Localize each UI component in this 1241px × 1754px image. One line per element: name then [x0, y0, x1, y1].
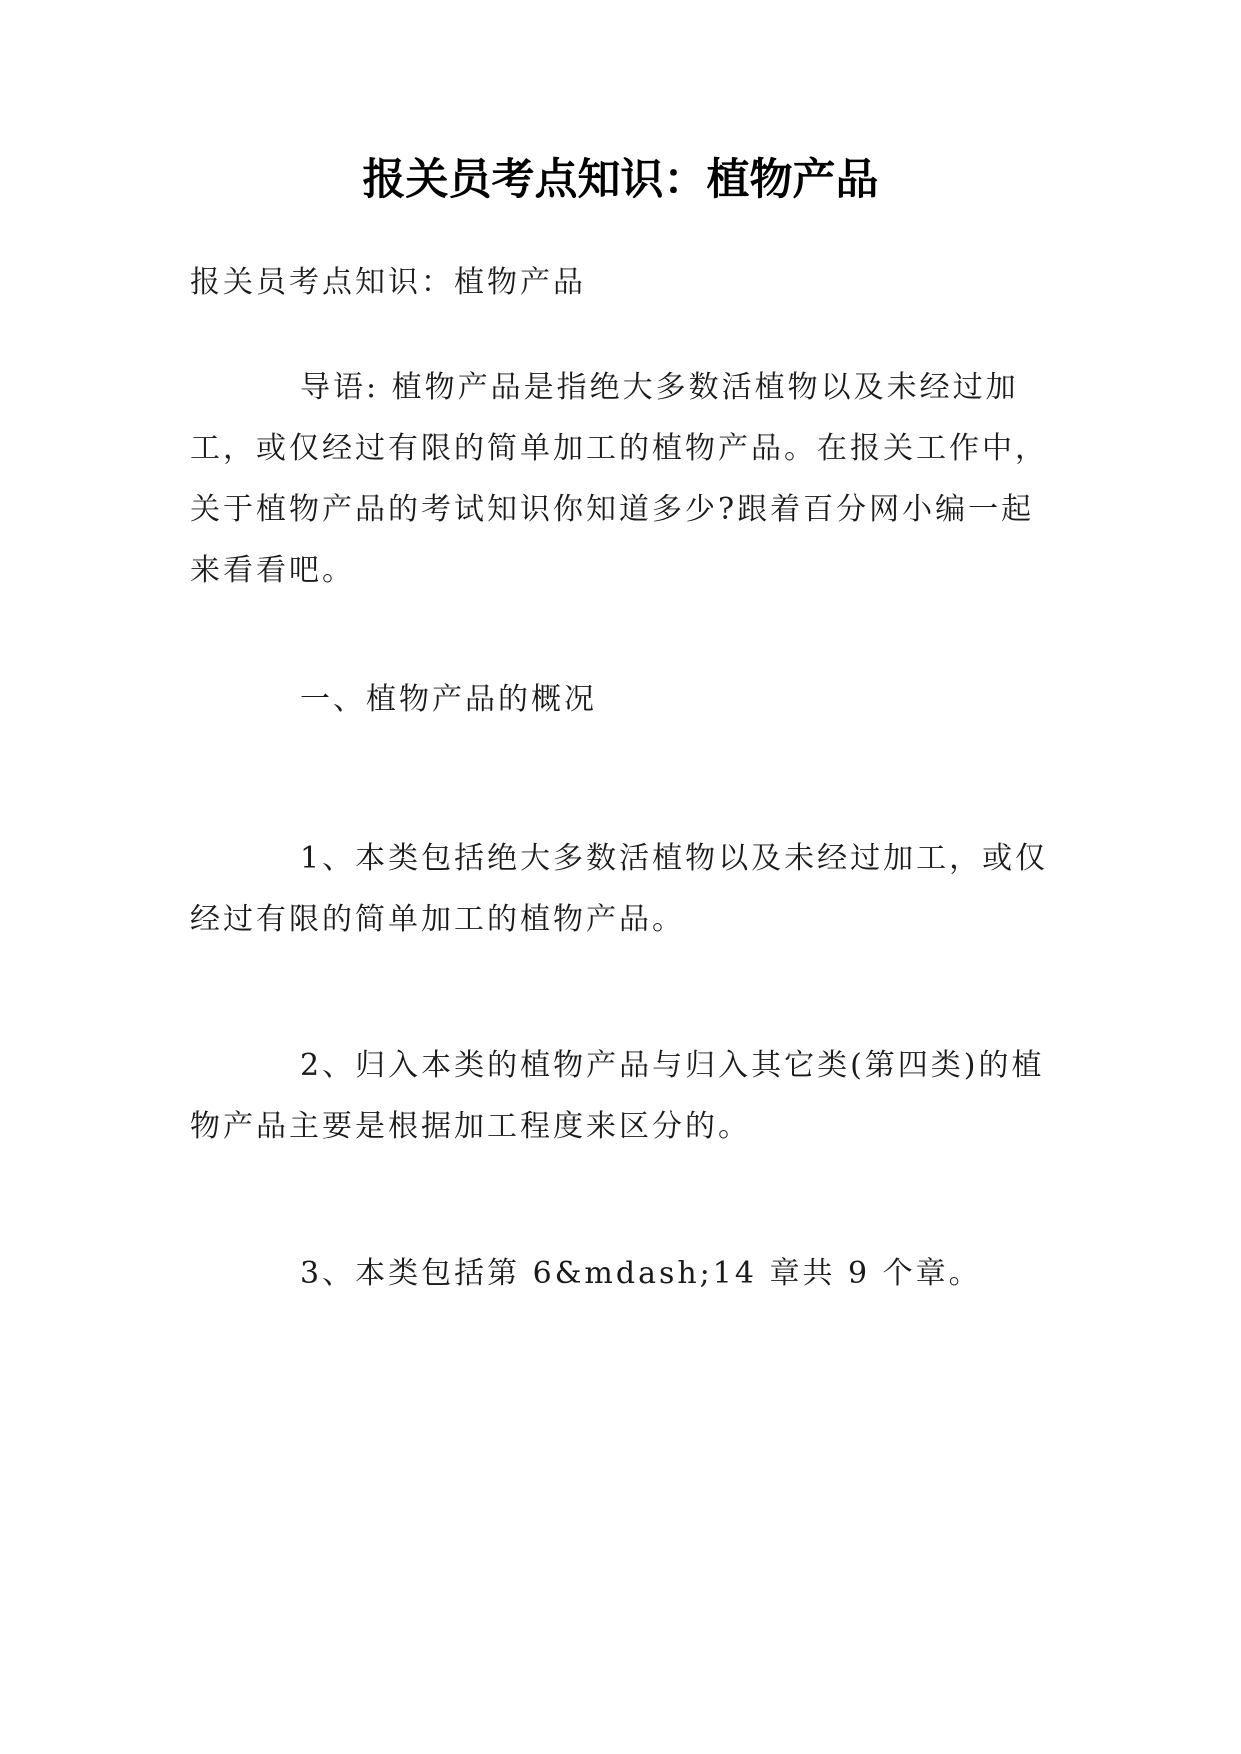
list-item-3: 3、本类包括第 6&mdash;14 章共 9 个章。	[300, 1256, 982, 1291]
list-item-2: 2、归入本类的植物产品与归入其它类(第四类)的植物产品主要是根据加工程度来区分的。	[190, 1048, 1045, 1144]
intro-paragraph: 导语: 植物产品是指绝大多数活植物以及未经过加工，或仅经过有限的简单加工的植物产品。在报关工作中，关于植物产品的考试知识你知道多少?跟着百分网小编一起来看看吧。	[190, 370, 1048, 588]
list-item-1: 1、本类包括绝大多数活植物以及未经过加工，或仅经过有限的简单加工的植物产品。	[190, 841, 1049, 937]
document-subtitle: 报关员考点知识：植物产品	[190, 265, 586, 300]
document-title: 报关员考点知识：植物产品	[362, 155, 879, 205]
section-heading: 一、植物产品的概况	[300, 682, 597, 717]
